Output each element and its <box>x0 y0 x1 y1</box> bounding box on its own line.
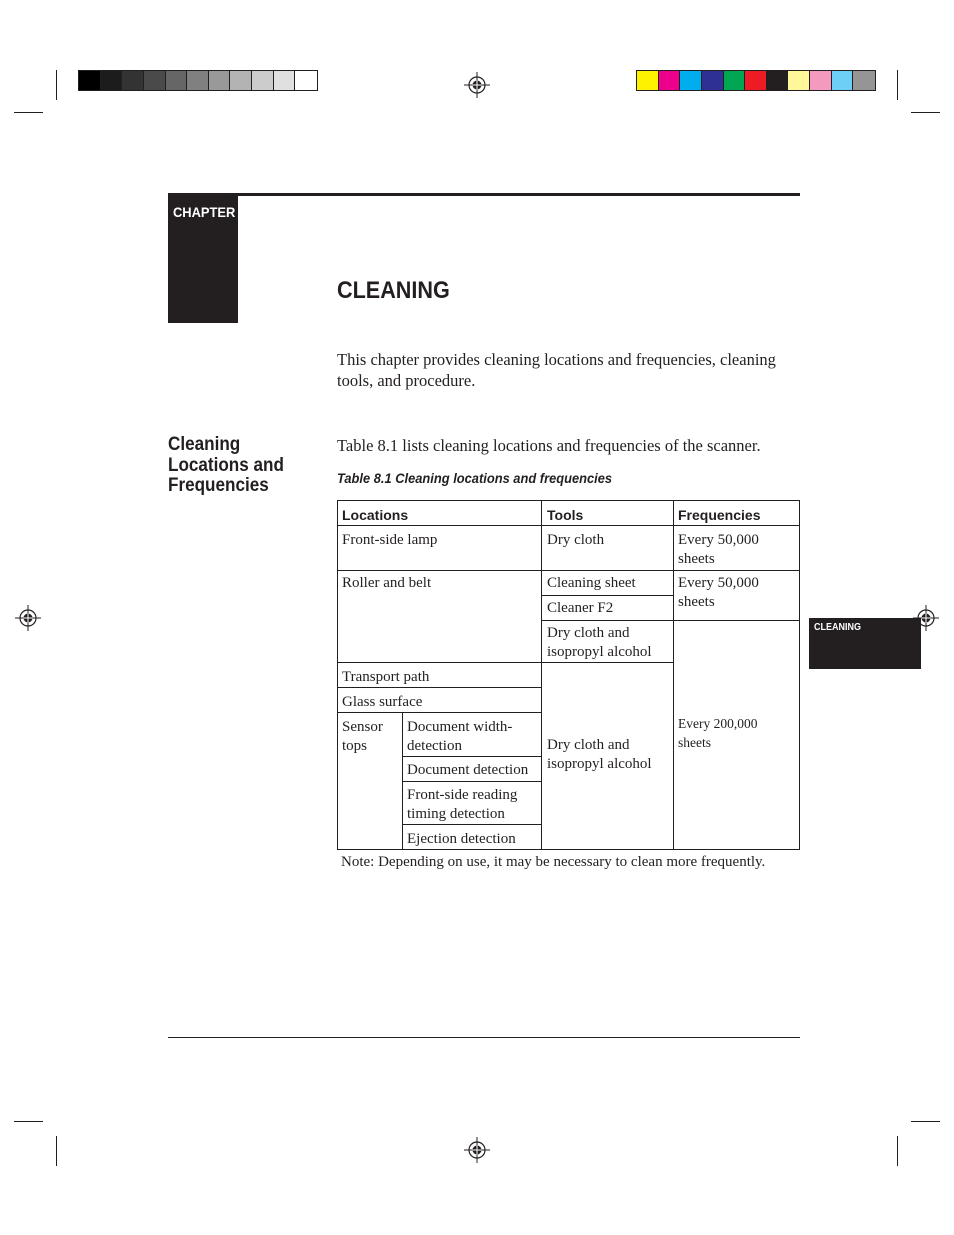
table-border <box>402 756 541 757</box>
color-swatch <box>788 71 810 90</box>
table-cell: Cleaning sheet <box>547 575 636 591</box>
color-swatch <box>810 71 832 90</box>
crop-mark <box>897 1136 898 1166</box>
table-border <box>541 595 673 596</box>
chapter-tab <box>168 196 238 323</box>
registration-mark-icon <box>464 72 490 98</box>
table-cell: Dry cloth <box>547 532 605 548</box>
table-border <box>337 570 800 571</box>
table-border <box>402 824 541 825</box>
chapter-label: CHAPTER <box>173 204 236 220</box>
grayscale-color-bar <box>78 70 318 91</box>
crop-mark <box>14 1121 43 1122</box>
color-swatch <box>637 71 659 90</box>
table-border <box>337 687 541 688</box>
color-swatch <box>166 71 188 90</box>
color-swatch <box>680 71 702 90</box>
table-cell: Dry cloth and isopropyl alcohol <box>547 625 652 660</box>
table-cell: Document width-detection <box>407 719 513 754</box>
color-swatch <box>252 71 274 90</box>
table-border <box>337 525 800 526</box>
color-swatch <box>853 71 875 90</box>
section-heading-line: Cleaning <box>168 434 241 455</box>
table-note: Note: Depending on use, it may be necessary to clean more frequently. <box>341 854 766 870</box>
table-border <box>673 500 674 850</box>
table-border <box>402 781 541 782</box>
color-swatch <box>209 71 231 90</box>
process-color-bar <box>636 70 876 91</box>
table-cell: Glass surface <box>342 694 423 710</box>
table-border <box>337 662 673 663</box>
table-cell: Sensor tops <box>342 719 383 754</box>
table-cell: Every 200,000 sheets <box>678 716 758 750</box>
section-heading-line: Frequencies <box>168 475 269 496</box>
registration-mark-icon <box>15 605 41 631</box>
table-caption: Table 8.1 Cleaning locations and frequencies <box>337 470 613 486</box>
color-swatch <box>745 71 767 90</box>
color-swatch <box>101 71 123 90</box>
table-border <box>337 500 800 501</box>
table-cell: Every 50,000 sheets <box>678 575 759 610</box>
table-border <box>337 500 338 850</box>
color-swatch <box>230 71 252 90</box>
header-rule <box>168 193 800 196</box>
table-border <box>541 500 542 850</box>
color-swatch <box>79 71 101 90</box>
crop-mark <box>14 112 43 113</box>
crop-mark <box>56 1136 57 1166</box>
crop-mark <box>56 70 57 100</box>
table-border <box>541 620 800 621</box>
table-border <box>799 500 800 850</box>
side-tab <box>809 618 921 669</box>
section-lead-text: Table 8.1 lists cleaning locations and frequencies of the scanner. <box>337 436 761 455</box>
footer-rule <box>168 1037 800 1038</box>
cleaning-table <box>337 500 800 850</box>
crop-mark <box>911 1121 940 1122</box>
color-swatch <box>702 71 724 90</box>
crop-mark <box>897 70 898 100</box>
table-cell: Front-side reading timing detection <box>407 787 518 822</box>
color-swatch <box>724 71 746 90</box>
table-cell: Roller and belt <box>342 575 432 591</box>
registration-mark-icon <box>464 1137 490 1163</box>
color-swatch <box>659 71 681 90</box>
table-cell: Front-side lamp <box>342 532 438 548</box>
table-cell: Dry cloth and isopropyl alcohol <box>547 737 652 772</box>
section-heading-line: Locations and <box>168 454 284 476</box>
table-cell: Cleaner F2 <box>547 600 614 616</box>
column-header-tools: Tools <box>547 507 584 523</box>
color-swatch <box>144 71 166 90</box>
table-border <box>337 849 800 850</box>
color-swatch <box>295 71 317 90</box>
page-title: CLEANING <box>337 277 450 304</box>
table-border <box>337 712 541 713</box>
table-cell: Every 50,000 sheets <box>678 532 759 567</box>
color-swatch <box>832 71 854 90</box>
side-tab-label: CLEANING <box>814 622 862 633</box>
section-heading <box>168 435 312 497</box>
column-header-frequencies: Frequencies <box>678 507 761 523</box>
column-header-locations: Locations <box>342 507 409 523</box>
color-swatch <box>187 71 209 90</box>
table-cell: Transport path <box>342 669 430 685</box>
color-swatch <box>122 71 144 90</box>
color-swatch <box>274 71 296 90</box>
crop-mark <box>911 112 940 113</box>
color-swatch <box>767 71 789 90</box>
table-cell: Document detection <box>407 762 529 778</box>
table-cell: Ejection detection <box>407 831 516 847</box>
intro-paragraph: This chapter provides cleaning locations and frequencies, cleaning tools, and procedure. <box>337 350 776 390</box>
